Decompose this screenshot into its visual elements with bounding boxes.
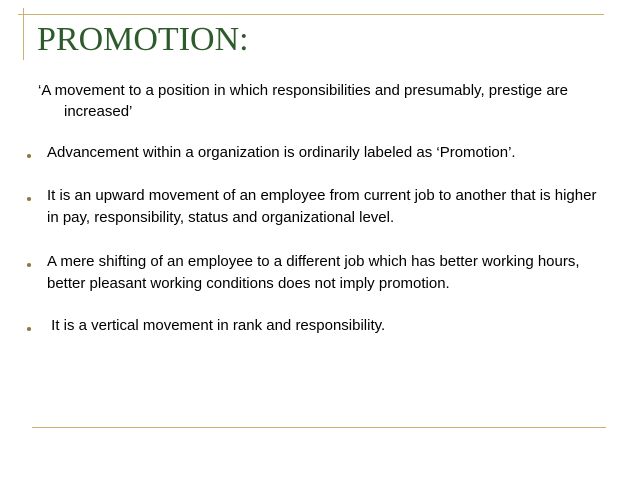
bullet-icon	[27, 154, 31, 158]
bullet-text: It is a vertical movement in rank and responsibility.	[47, 317, 386, 334]
bullet-icon	[27, 327, 31, 331]
slide-title: PROMOTION:	[37, 21, 249, 58]
left-rule	[23, 8, 24, 60]
bullet-icon	[27, 263, 31, 267]
bullet-text: It is an upward movement of an employee from current job to another that is higher in pay, responsibility, status and organizational level.	[47, 187, 597, 226]
bullet-icon	[27, 197, 31, 201]
top-rule	[18, 14, 604, 15]
definition-quote: ‘A movement to a position in which responsibilities and presumably, prestige are increased’	[38, 82, 568, 120]
bullet-text: A mere shifting of an employee to a different job which has better working hours, better pleasant working conditions does not imply promotion.	[47, 253, 580, 292]
bullet-text: Advancement within a organization is ordinarily labeled as ‘Promotion’.	[47, 144, 516, 161]
bottom-rule	[32, 427, 606, 428]
